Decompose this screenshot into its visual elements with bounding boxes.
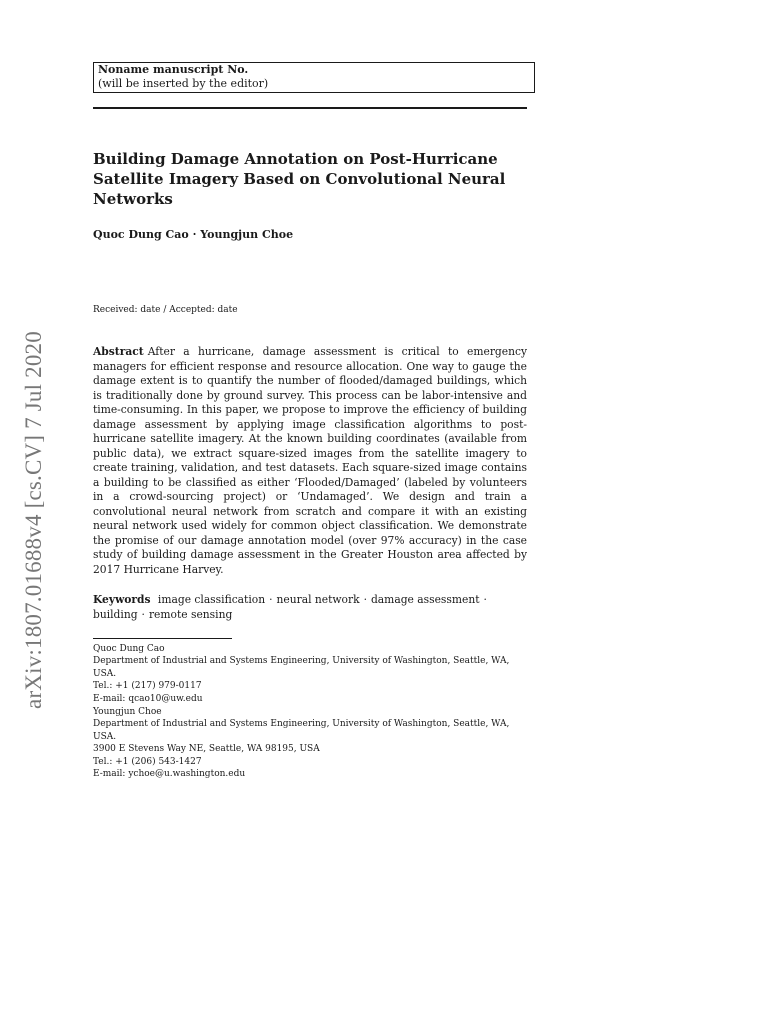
paper-title: Building Damage Annotation on Post-Hurricane Satellite Imagery Based on Convolutional Neural Networks: [93, 150, 506, 208]
manuscript-note: (will be inserted by the editor): [98, 77, 269, 90]
affiliation-phone: Tel.: +1 (206) 543-1427: [93, 756, 202, 767]
affiliation-address: 3900 E Stevens Way NE, Seattle, WA 98195, USA: [93, 744, 320, 755]
keyword-separator: ·: [269, 593, 273, 606]
keyword: image classification: [157, 593, 266, 606]
manuscript-box: [93, 62, 535, 93]
author-name: Youngjun Choe: [200, 228, 294, 241]
affiliation-country: USA.: [93, 731, 117, 742]
affiliation-block: [93, 706, 527, 780]
keywords: [93, 593, 527, 622]
affiliation-department: Department of Industrial and Systems Engineering, University of Washington, Seattle, WA,: [93, 719, 510, 730]
affiliation-name: Youngjun Choe: [93, 707, 162, 717]
affiliation-email: E-mail: ychoe@u.washington.edu: [93, 769, 246, 780]
keyword: neural network: [276, 593, 360, 606]
received-accepted-dates: Received: date / Accepted: date: [93, 305, 238, 315]
affiliation-name: Quoc Dung Cao: [93, 644, 165, 654]
affiliation-phone: Tel.: +1 (217) 979-0117: [93, 681, 202, 692]
keyword: damage assessment: [370, 593, 480, 606]
abstract-text: After a hurricane, damage assessment is critical to emergency managers for efficient response and resource allocation. One way to gauge the damage extent is to quantify the number of flooded/damaged buildings, which is traditionally done by ground survey. This process can be labor-intensive and time-consuming. In this paper, we propose to improve the efficiency of building damage assessment by applying image classification algorithms to post-hurricane satellite imagery. At the known building coordinates (available from public data), we extract square-sized images from the satellite imagery to create training, validation, and test datasets. Each square-sized image contains a building to be classified as either ‘Flooded/Damaged’ (labeled by volunteers in a crowd-sourcing project) or ‘Undamaged’. We design and train a convolutional neural network from scratch and compare it with an existing neural network used widely for common object classification. We demonstrate the promise of our damage annotation model (over 97% accuracy) in the case study of building damage assessment in the Greater Houston area affected by 2017 Hurricane Harvey.: [93, 345, 527, 576]
author-separator: ·: [192, 228, 197, 241]
footnote-rule: [93, 638, 232, 639]
abstract-label: Abstract: [93, 345, 144, 358]
header-rule: [93, 107, 527, 109]
keywords-label: Keywords: [93, 593, 151, 606]
author-list: [93, 228, 527, 241]
author-name: Quoc Dung Cao: [93, 228, 189, 241]
keyword-separator: ·: [141, 607, 145, 621]
affiliation-block: [93, 643, 527, 705]
keyword-separator: ·: [483, 593, 487, 606]
affiliation-email: E-mail: qcao10@uw.edu: [93, 693, 203, 704]
arxiv-identifier-text: arXiv:1807.01688v4 [cs.CV] 7 Jul 2020: [21, 331, 46, 709]
manuscript-label: Noname manuscript No.: [98, 63, 249, 76]
abstract: [93, 345, 527, 577]
affiliation-country: USA.: [93, 668, 117, 679]
keyword: building: [93, 607, 138, 621]
affiliation-department: Department of Industrial and Systems Engineering, University of Washington, Seattle, WA,: [93, 656, 510, 667]
keyword: remote sensing: [148, 607, 233, 621]
keyword-separator: ·: [363, 593, 367, 606]
